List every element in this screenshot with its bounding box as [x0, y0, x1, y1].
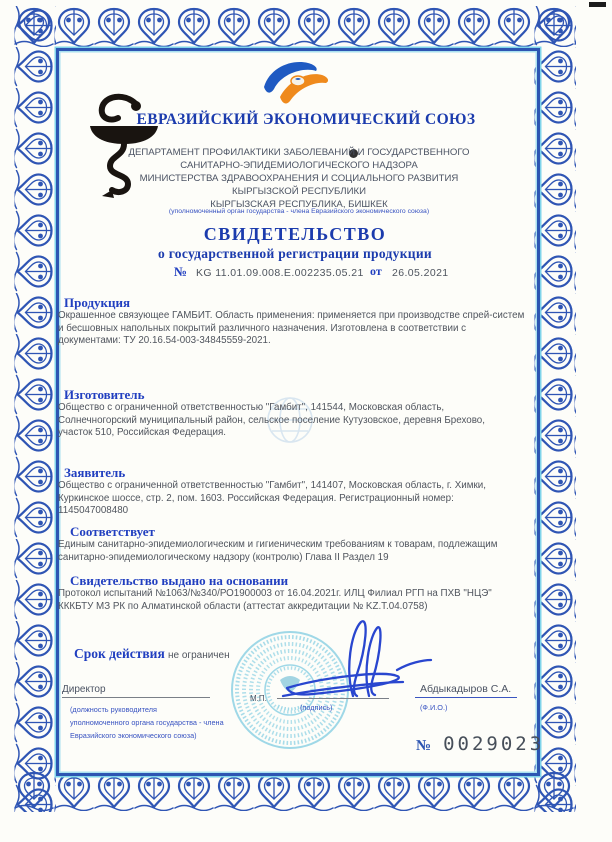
section-product-title: Продукция — [64, 295, 131, 310]
union-title: ЕВРАЗИЙСКИЙ ЭКОНОМИЧЕСКИЙ СОЮЗ — [136, 111, 476, 128]
department-line: МИНИСТЕРСТВА ЗДРАВООХРАНЕНИЯ И СОЦИАЛЬНОГО РАЗВИТИЯ — [139, 173, 459, 184]
serial-number-value: 0029023 — [443, 733, 545, 755]
document-title: СВИДЕТЕЛЬСТВО — [203, 224, 387, 244]
section-product-body: Окрашенное связующее ГАМБИТ. Область применения: применяется при производстве спрей-систем и бесшовных напольных покрытий различного назначения. Изготовлена в соответствии с документами: ТУ 20.16.54-003-34845559-2021. — [58, 310, 525, 347]
position-note — [70, 703, 270, 742]
ornament-border-left — [14, 6, 56, 812]
validity-value: не ограничен — [168, 650, 230, 661]
validity-label: Срок действия — [74, 646, 165, 661]
registration-date: 26.05.2021 — [392, 267, 449, 279]
seal-place-label: М.П. — [250, 694, 267, 703]
issuing-department — [76, 146, 522, 211]
signature-line — [277, 698, 389, 699]
name-line — [415, 697, 517, 698]
section-manufacturer-title: Изготовитель — [64, 387, 145, 402]
section-applicant-title: Заявитель — [64, 465, 126, 480]
section-basis-title: Свидетельство выдано на основании — [70, 573, 289, 588]
signer-name: Абдыкадыров С.А. — [420, 683, 512, 695]
position-title: Директор — [62, 684, 106, 695]
registration-number-label: № — [174, 264, 188, 279]
registration-date-label: от — [370, 264, 382, 278]
section-conformity-body: Единым санитарно-эпидемиологическим и гигиеническим требованиям к товарам, подлежащим санитарно-эпидемиологическому надзору (контролю) Глава II Раздел 19 — [58, 539, 498, 563]
document-subtitle: о государственной регистрации продукции — [157, 246, 433, 261]
name-label: (Ф.И.О.) — [420, 703, 448, 712]
section-conformity-title: Соответствует — [70, 524, 155, 539]
ornament-border-bottom — [14, 770, 576, 812]
serial-number-label: № — [416, 738, 432, 754]
position-signature-line — [62, 697, 210, 698]
department-line: ДЕПАРТАМЕНТ ПРОФИЛАКТИКИ ЗАБОЛЕВАНИЙ И ГОСУДАРСТВЕННОГО — [128, 147, 470, 158]
department-line: КЫРГЫЗСКАЯ РЕСПУБЛИКА, БИШКЕК — [210, 199, 388, 210]
registration-number: KG 11.01.09.008.E.002235.05.21 — [196, 267, 364, 279]
signature-label: (подпись) — [300, 703, 333, 712]
section-basis-body: Протокол испытаний №1063/№340/РО1900003 от 16.04.2021г. ИЛЦ Филиал РГП на ПХВ "НЦЭ" КККБТУ МЗ РК по Алматинской области (аттестат аккредитации № KZ.T.04.0758) — [58, 588, 492, 612]
section-applicant-body: Общество с ограниченной ответственностью "Гамбит", 141407, Московская область, г. Химки, Куркинское шоссе, стр. 2, пом. 1603. Российская Федерация. Регистрационный номер: 1145047008480 — [58, 480, 486, 517]
position-note-line: уполномоченного органа государства - члена — [70, 718, 224, 727]
signature — [265, 608, 445, 708]
section-manufacturer-body: Общество с ограниченной ответственностью "Гамбит", 141544, Московская область, Солнечногорский муниципальный район, сельское поселение Кутузовское, деревня Брехово, участок 510, Российская Федерация. — [58, 402, 485, 439]
ornament-border-top — [14, 6, 576, 48]
department-line: САНИТАРНО-ЭПИДЕМИОЛОГИЧЕСКОГО НАДЗОРА — [180, 160, 418, 171]
position-note-line: Евразийского экономического союза) — [70, 731, 197, 740]
department-line: КЫРГЫЗСКОЙ РЕСПУБЛИКИ — [232, 186, 366, 197]
position-note-line: (должность руководителя — [70, 705, 157, 714]
eaeu-logo — [258, 57, 336, 107]
ornament-border-right — [534, 6, 576, 812]
serial-number-block — [416, 733, 544, 755]
authority-note: (уполномоченный орган государства - члена Евразийского экономического союза) — [168, 208, 430, 215]
scan-artifact — [589, 2, 606, 7]
